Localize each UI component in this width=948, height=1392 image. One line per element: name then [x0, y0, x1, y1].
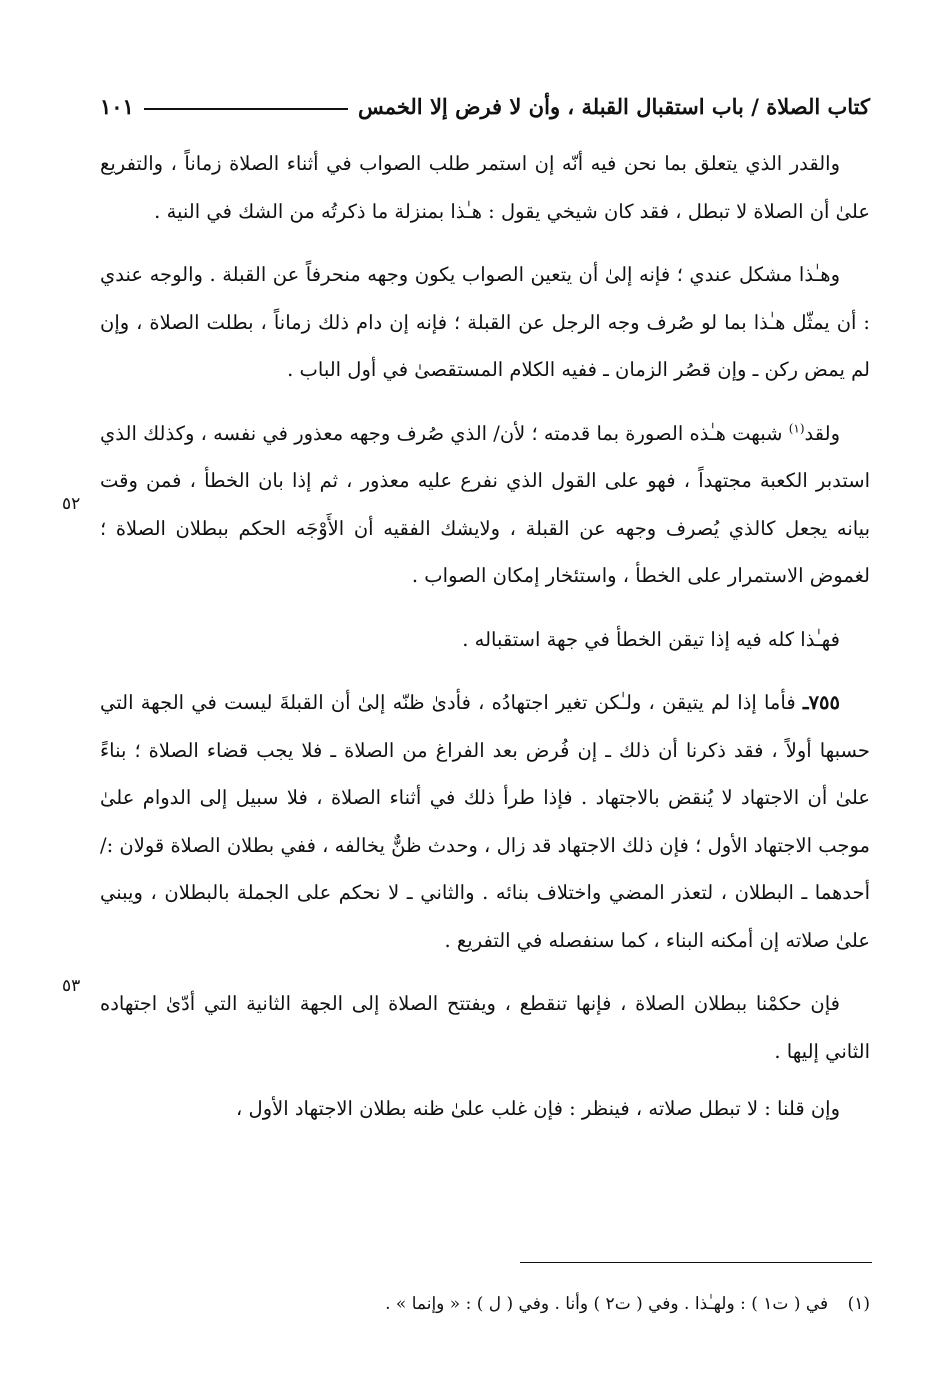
paragraph [100, 410, 870, 600]
paragraph-lead: ولقد [804, 421, 840, 445]
paragraph: وهـٰذا مشكل عندي ؛ فإنه إلىٰ أن يتعين الصواب يكون وجهه منحرفاً عن القبلة . والوجه عندي : أن يمثّل هـٰذا بما لو صُرف وجه الرجل عن القبلة ؛ فإنه إن دام ذلك زماناً ، بطلت الصلاة ، وإن لم يمض ركن ـ وإن قصُر الزمان ـ ففيه الكلام المستقصىٰ في أول الباب . [100, 263, 870, 381]
footnote [100, 1290, 870, 1318]
paragraph [100, 679, 870, 964]
footnote-number: (١) [847, 1294, 870, 1314]
footnote-text: في ( ت١ ) : ولهـٰذا . وفي ( ت٢ ) وأنا . وفي ( ل ) : « وإنما » . [385, 1294, 829, 1314]
paragraph-text: فأما إذا لم يتيقن ، ولـٰكن تغير اجتهادُه ، فأدىٰ ظنّه إلىٰ أن القبلةَ ليست في الجهة التي حسبها أولاً ، فقد ذكرنا أن ذلك ـ إن فُرض بعد الفراغ من الصلاة ـ فلا يجب قضاء الصلاة ؛ بناءً علىٰ أن الاجتهاد لا يُنقض بالاجتهاد . فإذا طرأ ذلك في أثناء الصلاة ، فلا سبيل إلى الدوام علىٰ موجب الاجتهاد الأول ؛ فإن ذلك الاجتهاد قد زال ، وحدث ظنٌّ يخالفه ، ففي بطلان الصلاة قولان :/ أحدهما ـ البطلان ، لتعذر المضي واختلاف بنائه . والثاني ـ لا نحكم على الجملة بالبطلان ، ويبني علىٰ صلاته إن أمكنه البناء ، كما سنفصله في التفريع . [100, 691, 870, 952]
issue-number: ٧٥٥ـ [802, 691, 840, 714]
footnote-divider [520, 1262, 872, 1263]
footnote-reference: (١) [788, 421, 805, 435]
margin-folio-marker: ٥٣ [62, 976, 81, 996]
paragraph: وإن قلنا : لا تبطل صلاته ، فينظر : فإن غلب علىٰ ظنه بطلان الاجتهاد الأول ، [236, 1097, 840, 1120]
margin-folio-marker: ٥٢ [62, 494, 81, 514]
header-rule [144, 108, 348, 110]
header-title: كتاب الصلاة / باب استقبال القبلة ، وأن لا فرض إلا الخمس [357, 93, 870, 119]
paragraph: والقدر الذي يتعلق بما نحن فيه أنّه إن استمر طلب الصواب في أثناء الصلاة زماناً ، والتفريع علىٰ أن الصلاة لا تبطل ، فقد كان شيخي يقول : هـٰذا بمنزلة ما ذكرتُه من الشك في النية . [100, 152, 870, 223]
paragraph-text: شبهت هـٰذه الصورة بما قدمته ؛ لأن/ الذي صُرف وجهه معذور في نفسه ، وكذلك الذي استدبر الكعبة مجتهداً ، فهو على القول الذي نفرع عليه معذور ، ثم إذا بان الخطأ ، فمن وقت بيانه يجعل كالذي يُصرف وجهه عن القبلة ، ولايشك الفقيه أن الأَوْجَه الحكم ببطلان الصلاة ؛ لغموض الاستمرار على الخطأ ، واستئخار إمكان الصواب . [100, 421, 870, 587]
page-number: ١٠١ [100, 93, 134, 119]
main-text [100, 140, 870, 1149]
paragraph: فإن حكمْنا ببطلان الصلاة ، فإنها تنقطع ، ويفتتح الصلاة إلى الجهة الثانية التي أدّىٰ اجتهاده الثاني إليها . [100, 992, 870, 1063]
paragraph: فهـٰذا كله فيه إذا تيقن الخطأ في جهة استقباله . [462, 627, 840, 651]
running-header [100, 88, 870, 124]
